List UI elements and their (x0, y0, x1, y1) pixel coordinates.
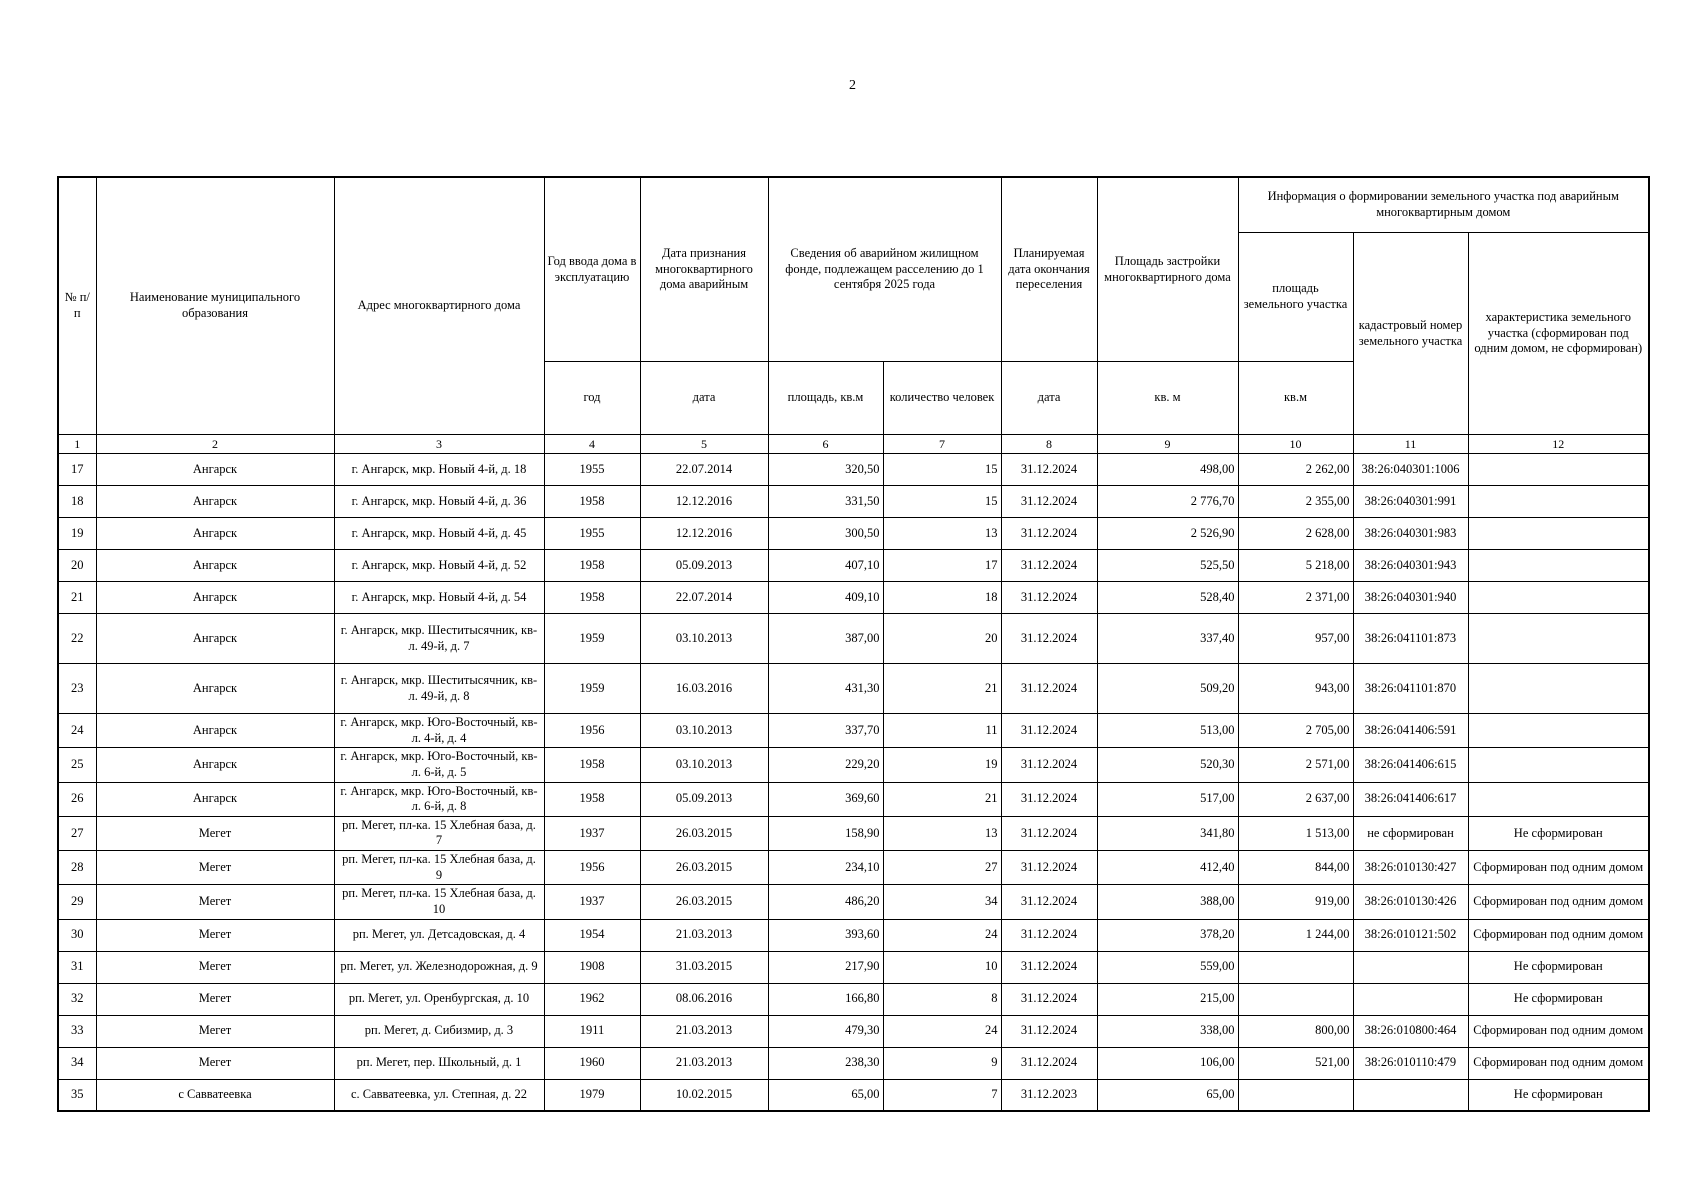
land-characteristic-cell: Сформирован под одним домом (1468, 919, 1649, 951)
building-area-cell: 513,00 (1097, 714, 1238, 748)
people-count-cell: 21 (883, 782, 1001, 816)
people-count-cell: 34 (883, 885, 1001, 919)
header-municipality: Наименование муниципального образования (96, 177, 334, 435)
column-index-2: 2 (96, 435, 334, 454)
building-area-cell: 341,80 (1097, 816, 1238, 850)
cadastral-number-cell: 38:26:010121:502 (1353, 919, 1468, 951)
people-count-cell: 15 (883, 454, 1001, 486)
header-commission-year: Год ввода дома в эксплуатацию (544, 177, 640, 362)
building-area-cell: 337,40 (1097, 614, 1238, 664)
commission-year-cell: 1937 (544, 885, 640, 919)
table-row (58, 582, 1649, 614)
land-characteristic-cell: Не сформирован (1468, 816, 1649, 850)
cadastral-number-cell: 38:26:041406:591 (1353, 714, 1468, 748)
emergency-date-cell: 31.03.2015 (640, 951, 768, 983)
land-area-cell: 2 571,00 (1238, 748, 1353, 782)
area-cell: 369,60 (768, 782, 883, 816)
header-planned-end-date: Планируемая дата окончания переселения (1001, 177, 1097, 362)
table-row (58, 1047, 1649, 1079)
emergency-date-cell: 21.03.2013 (640, 1047, 768, 1079)
area-cell: 229,20 (768, 748, 883, 782)
land-area-cell: 844,00 (1238, 851, 1353, 885)
address-cell: рп. Мегет, ул. Оренбургская, д. 10 (334, 983, 544, 1015)
header-emergency-date: Дата признания многоквартирного дома аварийным (640, 177, 768, 362)
emergency-date-cell: 05.09.2013 (640, 782, 768, 816)
page-number: 2 (849, 78, 856, 93)
area-cell: 166,80 (768, 983, 883, 1015)
area-cell: 331,50 (768, 486, 883, 518)
cadastral-number-cell: 38:26:010800:464 (1353, 1015, 1468, 1047)
land-area-cell: 2 628,00 (1238, 518, 1353, 550)
municipality-cell: Мегет (96, 851, 334, 885)
unit-building-area: кв. м (1097, 362, 1238, 435)
emergency-date-cell: 12.12.2016 (640, 518, 768, 550)
land-characteristic-cell (1468, 782, 1649, 816)
commission-year-cell: 1959 (544, 664, 640, 714)
land-characteristic-cell (1468, 486, 1649, 518)
address-cell: с. Савватеевка, ул. Степная, д. 22 (334, 1079, 544, 1111)
municipality-cell: Мегет (96, 1015, 334, 1047)
building-area-cell: 388,00 (1097, 885, 1238, 919)
cadastral-number-cell (1353, 983, 1468, 1015)
commission-year-cell: 1956 (544, 851, 640, 885)
emergency-date-cell: 26.03.2015 (640, 816, 768, 850)
emergency-date-cell: 10.02.2015 (640, 1079, 768, 1111)
address-cell: рп. Мегет, пл-ка. 15 Хлебная база, д. 10 (334, 885, 544, 919)
header-land-area: площадь земельного участка (1238, 233, 1353, 362)
cadastral-number-cell: не сформирован (1353, 816, 1468, 850)
address-cell: рп. Мегет, пл-ка. 15 Хлебная база, д. 7 (334, 816, 544, 850)
row-number-cell: 34 (58, 1047, 96, 1079)
unit-people: количество человек (883, 362, 1001, 435)
municipality-cell: с Савватеевка (96, 1079, 334, 1111)
address-cell: г. Ангарск, мкр. Новый 4-й, д. 36 (334, 486, 544, 518)
municipality-cell: Ангарск (96, 486, 334, 518)
land-area-cell (1238, 983, 1353, 1015)
building-area-cell: 412,40 (1097, 851, 1238, 885)
land-characteristic-cell (1468, 454, 1649, 486)
people-count-cell: 10 (883, 951, 1001, 983)
table-row (58, 550, 1649, 582)
land-characteristic-cell: Сформирован под одним домом (1468, 885, 1649, 919)
column-index-row (58, 435, 1649, 454)
people-count-cell: 21 (883, 664, 1001, 714)
building-area-cell: 509,20 (1097, 664, 1238, 714)
emergency-date-cell: 22.07.2014 (640, 582, 768, 614)
header-row-number: № п/п (58, 177, 96, 435)
header-emergency-fund: Сведения об аварийном жилищном фонде, подлежащем расселению до 1 сентября 2025 года (768, 177, 1001, 362)
area-cell: 320,50 (768, 454, 883, 486)
row-number-cell: 31 (58, 951, 96, 983)
building-area-cell: 215,00 (1097, 983, 1238, 1015)
table-row (58, 486, 1649, 518)
column-index-4: 4 (544, 435, 640, 454)
area-cell: 234,10 (768, 851, 883, 885)
unit-year: год (544, 362, 640, 435)
row-number-cell: 25 (58, 748, 96, 782)
row-number-cell: 21 (58, 582, 96, 614)
planned-date-cell: 31.12.2024 (1001, 518, 1097, 550)
municipality-cell: Ангарск (96, 582, 334, 614)
column-index-7: 7 (883, 435, 1001, 454)
cadastral-number-cell: 38:26:041406:617 (1353, 782, 1468, 816)
table-row (58, 614, 1649, 664)
area-cell: 431,30 (768, 664, 883, 714)
land-characteristic-cell (1468, 714, 1649, 748)
municipality-cell: Ангарск (96, 782, 334, 816)
municipality-cell: Ангарск (96, 454, 334, 486)
unit-area: площадь, кв.м (768, 362, 883, 435)
planned-date-cell: 31.12.2024 (1001, 748, 1097, 782)
building-area-cell: 2 526,90 (1097, 518, 1238, 550)
header-address: Адрес многоквартирного дома (334, 177, 544, 435)
table-header (58, 177, 1649, 454)
commission-year-cell: 1959 (544, 614, 640, 664)
land-characteristic-cell (1468, 550, 1649, 582)
people-count-cell: 13 (883, 518, 1001, 550)
land-characteristic-cell: Сформирован под одним домом (1468, 1015, 1649, 1047)
land-characteristic-cell (1468, 582, 1649, 614)
table-row (58, 1079, 1649, 1111)
building-area-cell: 106,00 (1097, 1047, 1238, 1079)
cadastral-number-cell (1353, 951, 1468, 983)
building-area-cell: 338,00 (1097, 1015, 1238, 1047)
land-characteristic-cell: Сформирован под одним домом (1468, 851, 1649, 885)
column-index-12: 12 (1468, 435, 1649, 454)
column-index-9: 9 (1097, 435, 1238, 454)
cadastral-number-cell: 38:26:040301:940 (1353, 582, 1468, 614)
table-row (58, 816, 1649, 850)
cadastral-number-cell: 38:26:010110:479 (1353, 1047, 1468, 1079)
land-area-cell: 1 513,00 (1238, 816, 1353, 850)
area-cell: 217,90 (768, 951, 883, 983)
land-characteristic-cell (1468, 664, 1649, 714)
municipality-cell: Мегет (96, 816, 334, 850)
planned-date-cell: 31.12.2024 (1001, 851, 1097, 885)
municipality-cell: Мегет (96, 919, 334, 951)
row-number-cell: 19 (58, 518, 96, 550)
building-area-cell: 528,40 (1097, 582, 1238, 614)
address-cell: г. Ангарск, мкр. Юго-Восточный, кв-л. 6-й, д. 5 (334, 748, 544, 782)
commission-year-cell: 1956 (544, 714, 640, 748)
commission-year-cell: 1911 (544, 1015, 640, 1047)
land-characteristic-cell: Не сформирован (1468, 1079, 1649, 1111)
planned-date-cell: 31.12.2024 (1001, 454, 1097, 486)
commission-year-cell: 1955 (544, 454, 640, 486)
area-cell: 486,20 (768, 885, 883, 919)
address-cell: г. Ангарск, мкр. Шеститысячник, кв-л. 49-й, д. 7 (334, 614, 544, 664)
municipality-cell: Ангарск (96, 748, 334, 782)
row-number-cell: 26 (58, 782, 96, 816)
table-row (58, 518, 1649, 550)
people-count-cell: 15 (883, 486, 1001, 518)
emergency-date-cell: 05.09.2013 (640, 550, 768, 582)
cadastral-number-cell: 38:26:010130:426 (1353, 885, 1468, 919)
building-area-cell: 378,20 (1097, 919, 1238, 951)
land-area-cell: 2 637,00 (1238, 782, 1353, 816)
commission-year-cell: 1958 (544, 486, 640, 518)
people-count-cell: 24 (883, 1015, 1001, 1047)
table-body (58, 454, 1649, 1112)
land-area-cell: 2 705,00 (1238, 714, 1353, 748)
land-area-cell: 2 262,00 (1238, 454, 1353, 486)
land-area-cell (1238, 951, 1353, 983)
table-row (58, 748, 1649, 782)
people-count-cell: 20 (883, 614, 1001, 664)
emergency-date-cell: 12.12.2016 (640, 486, 768, 518)
building-area-cell: 65,00 (1097, 1079, 1238, 1111)
planned-date-cell: 31.12.2024 (1001, 664, 1097, 714)
address-cell: г. Ангарск, мкр. Юго-Восточный, кв-л. 6-й, д. 8 (334, 782, 544, 816)
commission-year-cell: 1960 (544, 1047, 640, 1079)
row-number-cell: 30 (58, 919, 96, 951)
table-row (58, 885, 1649, 919)
municipality-cell: Ангарск (96, 714, 334, 748)
land-area-cell: 521,00 (1238, 1047, 1353, 1079)
building-area-cell: 525,50 (1097, 550, 1238, 582)
row-number-cell: 29 (58, 885, 96, 919)
building-area-cell: 498,00 (1097, 454, 1238, 486)
building-area-cell: 520,30 (1097, 748, 1238, 782)
land-area-cell: 2 355,00 (1238, 486, 1353, 518)
people-count-cell: 8 (883, 983, 1001, 1015)
table-row (58, 782, 1649, 816)
address-cell: г. Ангарск, мкр. Шеститысячник, кв-л. 49-й, д. 8 (334, 664, 544, 714)
municipality-cell: Мегет (96, 951, 334, 983)
commission-year-cell: 1958 (544, 782, 640, 816)
row-number-cell: 33 (58, 1015, 96, 1047)
building-area-cell: 559,00 (1097, 951, 1238, 983)
row-number-cell: 27 (58, 816, 96, 850)
commission-year-cell: 1937 (544, 816, 640, 850)
address-cell: рп. Мегет, ул. Железнодорожная, д. 9 (334, 951, 544, 983)
commission-year-cell: 1958 (544, 748, 640, 782)
unit-date: дата (640, 362, 768, 435)
people-count-cell: 24 (883, 919, 1001, 951)
land-characteristic-cell: Не сформирован (1468, 951, 1649, 983)
land-area-cell: 2 371,00 (1238, 582, 1353, 614)
planned-date-cell: 31.12.2024 (1001, 1015, 1097, 1047)
area-cell: 409,10 (768, 582, 883, 614)
table-row (58, 454, 1649, 486)
unit-plan-date: дата (1001, 362, 1097, 435)
planned-date-cell: 31.12.2024 (1001, 782, 1097, 816)
emergency-date-cell: 08.06.2016 (640, 983, 768, 1015)
people-count-cell: 11 (883, 714, 1001, 748)
planned-date-cell: 31.12.2024 (1001, 951, 1097, 983)
land-area-cell: 1 244,00 (1238, 919, 1353, 951)
row-number-cell: 18 (58, 486, 96, 518)
cadastral-number-cell: 38:26:040301:943 (1353, 550, 1468, 582)
commission-year-cell: 1954 (544, 919, 640, 951)
emergency-date-cell: 26.03.2015 (640, 851, 768, 885)
municipality-cell: Ангарск (96, 518, 334, 550)
table-row (58, 983, 1649, 1015)
header-land-plot-group: Информация о формировании земельного участка под аварийным многоквартирным домом (1238, 177, 1649, 233)
area-cell: 300,50 (768, 518, 883, 550)
cadastral-number-cell: 38:26:040301:991 (1353, 486, 1468, 518)
area-cell: 158,90 (768, 816, 883, 850)
planned-date-cell: 31.12.2024 (1001, 550, 1097, 582)
row-number-cell: 17 (58, 454, 96, 486)
people-count-cell: 27 (883, 851, 1001, 885)
header-building-area: Площадь застройки многоквартирного дома (1097, 177, 1238, 362)
cadastral-number-cell: 38:26:040301:1006 (1353, 454, 1468, 486)
table-row (58, 664, 1649, 714)
table-row (58, 851, 1649, 885)
planned-date-cell: 31.12.2024 (1001, 816, 1097, 850)
people-count-cell: 9 (883, 1047, 1001, 1079)
row-number-cell: 24 (58, 714, 96, 748)
address-cell: рп. Мегет, пер. Школьный, д. 1 (334, 1047, 544, 1079)
area-cell: 65,00 (768, 1079, 883, 1111)
row-number-cell: 35 (58, 1079, 96, 1111)
land-characteristic-cell (1468, 518, 1649, 550)
planned-date-cell: 31.12.2024 (1001, 983, 1097, 1015)
building-area-cell: 517,00 (1097, 782, 1238, 816)
land-characteristic-cell: Не сформирован (1468, 983, 1649, 1015)
commission-year-cell: 1955 (544, 518, 640, 550)
municipality-cell: Мегет (96, 885, 334, 919)
people-count-cell: 19 (883, 748, 1001, 782)
land-area-cell: 800,00 (1238, 1015, 1353, 1047)
cadastral-number-cell: 38:26:041101:873 (1353, 614, 1468, 664)
planned-date-cell: 31.12.2024 (1001, 714, 1097, 748)
header-land-characteristic: характеристика земельного участка (сформирован под одним домом, не сформирован) (1468, 233, 1649, 435)
address-cell: г. Ангарск, мкр. Юго-Восточный, кв-л. 4-й, д. 4 (334, 714, 544, 748)
commission-year-cell: 1962 (544, 983, 640, 1015)
area-cell: 238,30 (768, 1047, 883, 1079)
people-count-cell: 18 (883, 582, 1001, 614)
address-cell: г. Ангарск, мкр. Новый 4-й, д. 54 (334, 582, 544, 614)
planned-date-cell: 31.12.2023 (1001, 1079, 1097, 1111)
emergency-date-cell: 03.10.2013 (640, 614, 768, 664)
planned-date-cell: 31.12.2024 (1001, 486, 1097, 518)
municipality-cell: Ангарск (96, 614, 334, 664)
column-index-5: 5 (640, 435, 768, 454)
cadastral-number-cell: 38:26:041101:870 (1353, 664, 1468, 714)
planned-date-cell: 31.12.2024 (1001, 582, 1097, 614)
emergency-date-cell: 03.10.2013 (640, 714, 768, 748)
municipality-cell: Ангарск (96, 550, 334, 582)
land-characteristic-cell: Сформирован под одним домом (1468, 1047, 1649, 1079)
table-row (58, 919, 1649, 951)
building-area-cell: 2 776,70 (1097, 486, 1238, 518)
area-cell: 407,10 (768, 550, 883, 582)
address-cell: г. Ангарск, мкр. Новый 4-й, д. 45 (334, 518, 544, 550)
emergency-date-cell: 03.10.2013 (640, 748, 768, 782)
land-characteristic-cell (1468, 748, 1649, 782)
commission-year-cell: 1958 (544, 582, 640, 614)
table-row (58, 951, 1649, 983)
cadastral-number-cell: 38:26:041406:615 (1353, 748, 1468, 782)
municipality-cell: Ангарск (96, 664, 334, 714)
area-cell: 393,60 (768, 919, 883, 951)
column-index-10: 10 (1238, 435, 1353, 454)
emergency-housing-table (57, 176, 1650, 1112)
commission-year-cell: 1979 (544, 1079, 640, 1111)
planned-date-cell: 31.12.2024 (1001, 614, 1097, 664)
municipality-cell: Мегет (96, 983, 334, 1015)
municipality-cell: Мегет (96, 1047, 334, 1079)
address-cell: г. Ангарск, мкр. Новый 4-й, д. 18 (334, 454, 544, 486)
column-index-3: 3 (334, 435, 544, 454)
commission-year-cell: 1958 (544, 550, 640, 582)
table-row (58, 714, 1649, 748)
row-number-cell: 28 (58, 851, 96, 885)
people-count-cell: 7 (883, 1079, 1001, 1111)
unit-land-area: кв.м (1238, 362, 1353, 435)
column-index-8: 8 (1001, 435, 1097, 454)
address-cell: г. Ангарск, мкр. Новый 4-й, д. 52 (334, 550, 544, 582)
cadastral-number-cell: 38:26:040301:983 (1353, 518, 1468, 550)
people-count-cell: 17 (883, 550, 1001, 582)
land-area-cell: 5 218,00 (1238, 550, 1353, 582)
address-cell: рп. Мегет, пл-ка. 15 Хлебная база, д. 9 (334, 851, 544, 885)
people-count-cell: 13 (883, 816, 1001, 850)
planned-date-cell: 31.12.2024 (1001, 919, 1097, 951)
area-cell: 387,00 (768, 614, 883, 664)
planned-date-cell: 31.12.2024 (1001, 1047, 1097, 1079)
land-area-cell (1238, 1079, 1353, 1111)
cadastral-number-cell (1353, 1079, 1468, 1111)
commission-year-cell: 1908 (544, 951, 640, 983)
emergency-date-cell: 21.03.2013 (640, 919, 768, 951)
column-index-1: 1 (58, 435, 96, 454)
land-area-cell: 919,00 (1238, 885, 1353, 919)
land-area-cell: 943,00 (1238, 664, 1353, 714)
column-index-11: 11 (1353, 435, 1468, 454)
cadastral-number-cell: 38:26:010130:427 (1353, 851, 1468, 885)
planned-date-cell: 31.12.2024 (1001, 885, 1097, 919)
area-cell: 337,70 (768, 714, 883, 748)
header-cadastral-number: кадастровый номер земельного участка (1353, 233, 1468, 435)
land-area-cell: 957,00 (1238, 614, 1353, 664)
address-cell: рп. Мегет, ул. Детсадовская, д. 4 (334, 919, 544, 951)
address-cell: рп. Мегет, д. Сибизмир, д. 3 (334, 1015, 544, 1047)
emergency-date-cell: 16.03.2016 (640, 664, 768, 714)
land-characteristic-cell (1468, 614, 1649, 664)
area-cell: 479,30 (768, 1015, 883, 1047)
row-number-cell: 23 (58, 664, 96, 714)
emergency-date-cell: 26.03.2015 (640, 885, 768, 919)
emergency-date-cell: 22.07.2014 (640, 454, 768, 486)
table-row (58, 1015, 1649, 1047)
emergency-date-cell: 21.03.2013 (640, 1015, 768, 1047)
row-number-cell: 20 (58, 550, 96, 582)
column-index-6: 6 (768, 435, 883, 454)
row-number-cell: 32 (58, 983, 96, 1015)
row-number-cell: 22 (58, 614, 96, 664)
